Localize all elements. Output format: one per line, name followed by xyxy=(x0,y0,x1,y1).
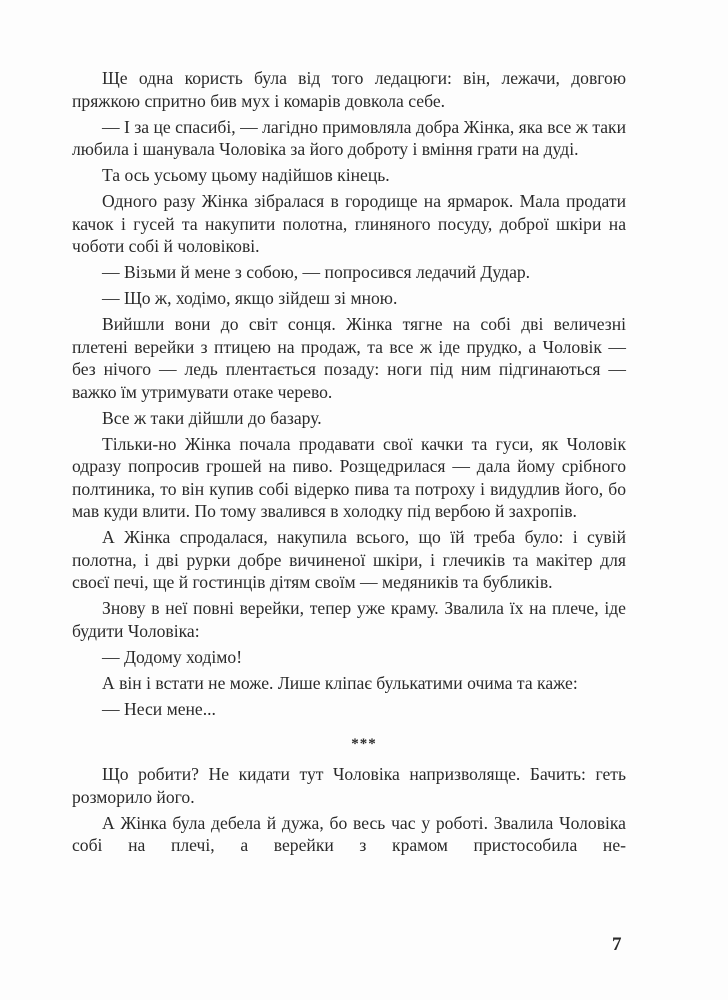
paragraph: А Жінка спродалася, накупила всього, що їй треба було: і сувій полотна, і дві рурки добре вичиненої шкіри, і глечиків та макітер для своєї печі, ще й гостинців дітям своїм — медяників та бубликів. xyxy=(72,527,626,592)
paragraph: А Жінка була дебела й дужа, бо весь час у роботі. Звалила Чоловіка собі на плечі, а верейки з крамом пристособила не- xyxy=(72,812,626,855)
paragraph: Ще одна користь була від того ледацюги: він, лежачи, довгою пряжкою спритно бив мух і комарів довкола себе. xyxy=(72,68,626,111)
paragraph: Вийшли вони до світ сонця. Жінка тягне на собі дві величезні плетені верейки з птицею на продаж, та все ж іде прудко, а Чоловік — без нічого — ледь плентається позаду: ноги під ним підгинаються — важко їм утримувати отаке черево. xyxy=(72,314,626,402)
paragraph: Що робити? Не кидати тут Чоловіка напризволяще. Бачить: геть розморило його. xyxy=(72,764,626,807)
paragraph: — Додому ходімо! xyxy=(102,646,243,667)
paragraph: — Візьми й мене з собою, — попросився ледачий Дудар. xyxy=(102,262,531,282)
paragraph: — Неси мене... xyxy=(102,698,216,719)
paragraph: А він і встати не може. Лише кліпає булькатими очима та каже: xyxy=(102,672,578,693)
paragraph: Все ж таки дійшли до базару. xyxy=(102,407,322,428)
paragraph: Та ось усьому цьому надійшов кінець. xyxy=(102,165,390,185)
paragraph: — Що ж, ходімо, якщо зійдеш зі мною. xyxy=(102,288,398,308)
section-divider: *** xyxy=(351,736,377,752)
paragraph: Одного разу Жінка зібралася в городище на ярмарок. Мала продати качок і гусей та накупити полотна, глиняного посуду, доброї шкіри на чоботи собі й чоловікові. xyxy=(72,191,626,256)
paragraph: Знову в неї повні верейки, тепер уже краму. Звалила їх на плече, іде будити Чоловіка: xyxy=(72,598,626,641)
paragraph: — І за це спасибі, — лагідно примовляла добра Жінка, яка все ж таки любила і шанувала Чоловіка за його доброту і вміння грати на дуді. xyxy=(72,116,626,159)
page-number: 7 xyxy=(612,934,622,955)
body-text xyxy=(72,67,626,860)
paragraph: Тільки-но Жінка почала продавати свої качки та гуси, як Чоловік одразу попросив грошей на пиво. Розщедрилася — дала йому срібного полтиника, то він купив собі відерко пива та потроху і видудлив його, бо мав куди влити. По тому звалився в холодку під вербою й захропів. xyxy=(72,433,626,521)
